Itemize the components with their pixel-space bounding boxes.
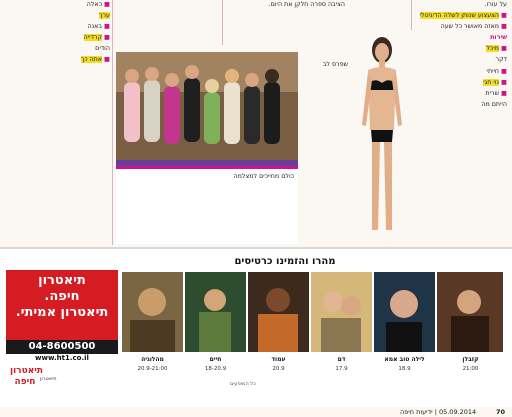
ad-website[interactable]: www.ht1.co.il <box>35 354 89 362</box>
column-line: הציבה ספרה חלקן את היום. <box>268 1 345 8</box>
show-thumbnail[interactable] <box>185 272 246 352</box>
show-date: 17.9 <box>335 366 348 372</box>
model-photo <box>352 30 412 245</box>
page-footer <box>0 407 512 417</box>
highlight-text: נוי חגי <box>483 78 500 86</box>
highlight-text: אתה כך <box>80 56 103 64</box>
theatre-logo-block[interactable] <box>6 270 118 340</box>
show-thumbnail[interactable] <box>248 272 309 352</box>
ad-footnote: כל המופעים <box>230 381 256 387</box>
show-date: 20.9-21:00 <box>137 366 168 372</box>
show-title: דם <box>337 356 346 363</box>
show-date: 18.9 <box>398 366 411 372</box>
show-date: 20.9 <box>272 366 285 372</box>
ad-phone-number[interactable]: 04-8600500 <box>6 340 118 354</box>
photo-caption <box>116 166 298 244</box>
column-line: דקר <box>495 56 507 64</box>
highlight-text: ערך <box>99 12 110 20</box>
show-title: חיים <box>209 356 222 363</box>
purple-accent-band <box>116 160 298 166</box>
group-photo <box>116 52 298 164</box>
column-line: חייתי <box>486 67 500 75</box>
show-title: עמוד <box>271 356 286 363</box>
column-line: הודים <box>95 45 110 53</box>
article-column-right-inner <box>300 60 348 245</box>
logo-line-2: חיפה. <box>44 289 80 304</box>
show-image-icon <box>185 272 246 352</box>
article-column-center-left <box>116 0 221 45</box>
show-title: קזבלן <box>462 356 479 363</box>
theatre-small-logo: תיאטרון חיפה <box>10 366 44 387</box>
column-line: הייתם מה <box>481 100 507 108</box>
show-date: 21:00 <box>462 366 479 372</box>
show-title: מהלוגיה <box>141 356 164 363</box>
show-thumbnail[interactable] <box>437 272 503 352</box>
highlight-text: מיכל <box>486 45 500 53</box>
show-image-icon <box>374 272 435 352</box>
article-column-right: על עורו. ■ הצעצוע שנותן לשלה הדיגיטלי ■ מאזה מאושר כל שעה שירות ■ מיכל דקר ■ חייתי ■ נוי חגי ■ שרית הייתם מה <box>415 0 507 245</box>
column-line: מאזה מאושר כל שעה <box>440 23 500 31</box>
show-image-icon <box>437 272 503 352</box>
model-figure-icon <box>352 30 412 245</box>
column-line: על עורו. <box>484 1 507 8</box>
show-thumbnail[interactable] <box>311 272 372 352</box>
theatre-small-tagline: תיאטרון <box>40 376 57 382</box>
article-column-left: ■ כאלה ערך ■ באנה ■ קרדייה הודים ■ אתה כך <box>80 1 110 64</box>
article-column-center-right <box>225 0 345 45</box>
show-thumbnail[interactable] <box>122 272 183 352</box>
issue-info: 05.09.2014 | ידיעות חיפה <box>400 408 477 416</box>
show-image-icon <box>311 272 372 352</box>
caption-text: כולם מחייכים למצלמה <box>233 173 294 180</box>
show-date: 18-20.9 <box>204 366 227 372</box>
logo-line-3: תיאטרון אמיתי. <box>15 305 109 320</box>
show-title: לילה טוב אמא <box>384 356 425 363</box>
column-line: שרית <box>485 89 500 97</box>
page-number: 70 <box>496 408 506 416</box>
show-image-icon <box>248 272 309 352</box>
highlight-text: קרדייה <box>83 34 103 42</box>
show-thumbnail[interactable] <box>374 272 435 352</box>
ad-headline: מהרו והזמינו כרטיסים <box>234 256 336 267</box>
group-photo-art-icon <box>116 52 298 164</box>
column-divider <box>112 0 113 245</box>
column-line: כאלה <box>86 1 103 8</box>
show-image-icon <box>122 272 183 352</box>
highlight-text: הצעצוע שנותן לשלה הדיגיטלי <box>419 12 500 20</box>
logo-line-1: תיאטרון <box>38 273 86 288</box>
column-line: שירות <box>490 34 507 42</box>
column-divider <box>222 0 223 45</box>
column-line: באנה <box>87 23 103 31</box>
column-line: שפרס לב <box>322 61 348 68</box>
